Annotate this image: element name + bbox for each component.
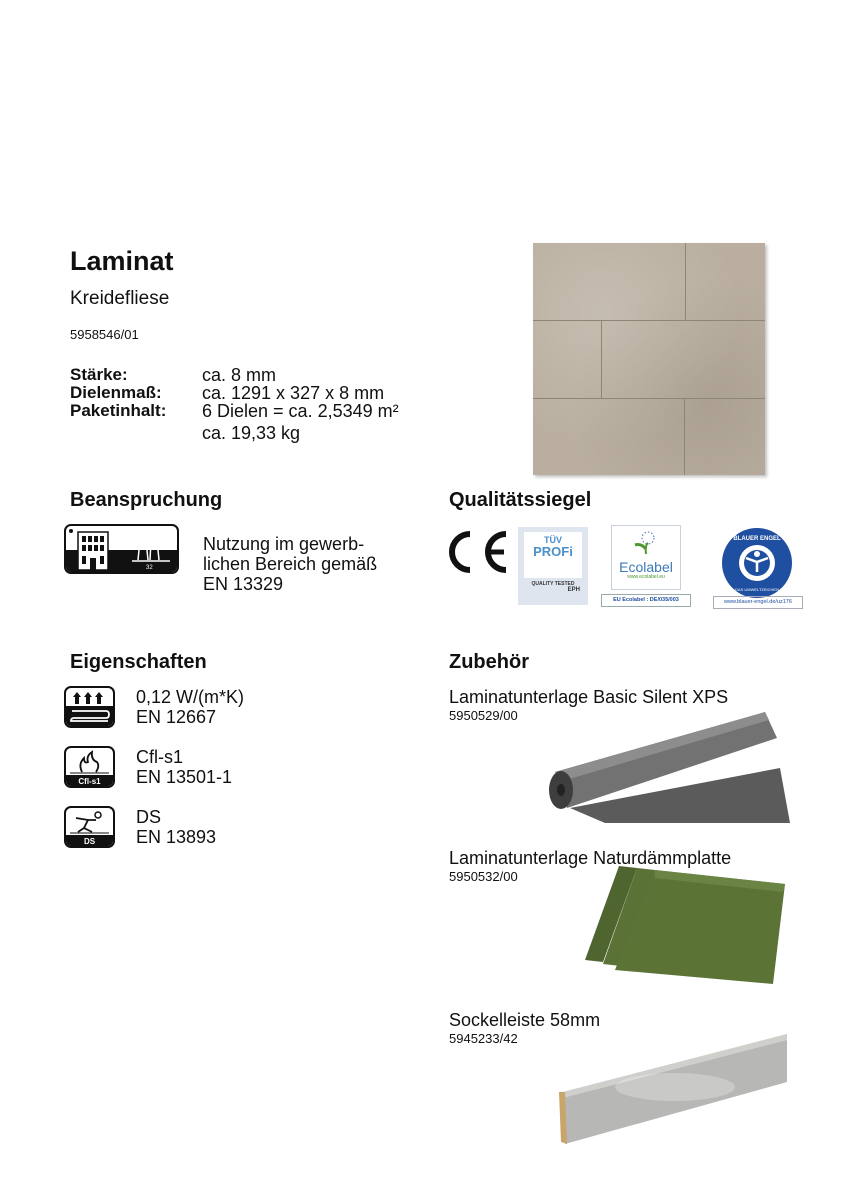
ce-mark-icon bbox=[444, 528, 510, 576]
ecolabel-url: www.ecolabel.eu bbox=[627, 574, 665, 580]
fire-icon bbox=[64, 746, 115, 788]
spec-table bbox=[70, 366, 399, 442]
svg-text:Cfl-s1: Cfl-s1 bbox=[78, 777, 101, 786]
property-slip bbox=[136, 807, 216, 847]
usage-line: lichen Bereich gemäß bbox=[203, 554, 378, 574]
spec-label bbox=[70, 424, 202, 442]
product-title: Laminat bbox=[70, 246, 174, 276]
spec-label: Dielenmaß: bbox=[70, 383, 162, 402]
qualitaetssiegel-heading: Qualitätssiegel bbox=[449, 489, 592, 511]
spec-row bbox=[70, 384, 399, 402]
flower-icon bbox=[631, 529, 661, 555]
beanspruchung-heading: Beanspruchung bbox=[70, 489, 223, 511]
property-value: 0,12 W/(m*K) bbox=[136, 687, 245, 707]
product-subtitle: Kreidefliese bbox=[70, 288, 170, 309]
tuev-label: TÜV bbox=[544, 535, 562, 545]
ecolabel-caption: EU Ecolabel : DE/035/003 bbox=[601, 594, 691, 607]
spec-row bbox=[70, 424, 399, 442]
usage-class-icon bbox=[64, 524, 179, 574]
usage-line: EN 13329 bbox=[203, 574, 284, 594]
blauer-engel-seal bbox=[722, 528, 792, 598]
quality-tested-label: QUALITY TESTED bbox=[531, 581, 575, 587]
spec-value: 6 Dielen = ca. 2,5349 m² bbox=[202, 401, 399, 421]
spec-label: Paketinhalt: bbox=[70, 401, 167, 420]
eph-label: EPH bbox=[567, 587, 580, 593]
property-value: DS bbox=[136, 807, 162, 827]
accessory-name: Laminatunterlage Basic Silent XPS bbox=[449, 687, 729, 707]
tuev-profi-seal bbox=[518, 527, 588, 605]
property-norm: EN 13501-1 bbox=[136, 767, 233, 787]
usage-description bbox=[203, 534, 377, 594]
accessory-image-xps-roll bbox=[545, 708, 790, 826]
spec-value: ca. 19,33 kg bbox=[202, 423, 301, 443]
property-fire bbox=[136, 747, 232, 787]
accessory-image-skirting-board bbox=[555, 1032, 790, 1144]
eigenschaften-heading: Eigenschaften bbox=[70, 651, 207, 673]
spec-value: ca. 8 mm bbox=[202, 365, 277, 385]
property-thermal bbox=[136, 687, 244, 727]
product-article-number: 5958546/01 bbox=[70, 327, 139, 342]
accessory-article-number: 5945233/42 bbox=[449, 1031, 518, 1046]
property-norm: EN 12667 bbox=[136, 707, 217, 727]
zubehoer-heading: Zubehör bbox=[449, 651, 529, 673]
eu-ecolabel-seal bbox=[611, 525, 681, 590]
profi-label: PROFi bbox=[533, 544, 573, 559]
svg-text:32: 32 bbox=[146, 565, 153, 571]
accessory-name: Sockelleiste 58mm bbox=[449, 1010, 601, 1030]
property-value: Cfl-s1 bbox=[136, 747, 184, 767]
product-image bbox=[533, 243, 765, 475]
accessory-image-natural-board bbox=[585, 866, 790, 986]
spec-value: ca. 1291 x 327 x 8 mm bbox=[202, 383, 385, 403]
svg-text:DS: DS bbox=[83, 837, 96, 846]
spec-row bbox=[70, 366, 399, 384]
underfloor-heating-icon bbox=[64, 686, 115, 728]
spec-row bbox=[70, 402, 399, 420]
usage-line: Nutzung im gewerb- bbox=[203, 534, 365, 554]
ecolabel-wordmark: Ecolabel bbox=[619, 559, 673, 575]
slip-icon bbox=[64, 806, 115, 848]
svg-text:DAS UMWELTZEICHEN: DAS UMWELTZEICHEN bbox=[735, 587, 779, 592]
svg-text:BLAUER ENGEL: BLAUER ENGEL bbox=[733, 536, 781, 542]
blauer-engel-caption: www.blauer-engel.de/uz176 bbox=[713, 596, 803, 609]
accessory-name: Laminatunterlage Naturdämmplatte bbox=[449, 848, 732, 868]
accessory-article-number: 5950532/00 bbox=[449, 869, 518, 884]
spec-label: Stärke: bbox=[70, 365, 128, 384]
accessory-article-number: 5950529/00 bbox=[449, 708, 518, 723]
property-norm: EN 13893 bbox=[136, 827, 217, 847]
